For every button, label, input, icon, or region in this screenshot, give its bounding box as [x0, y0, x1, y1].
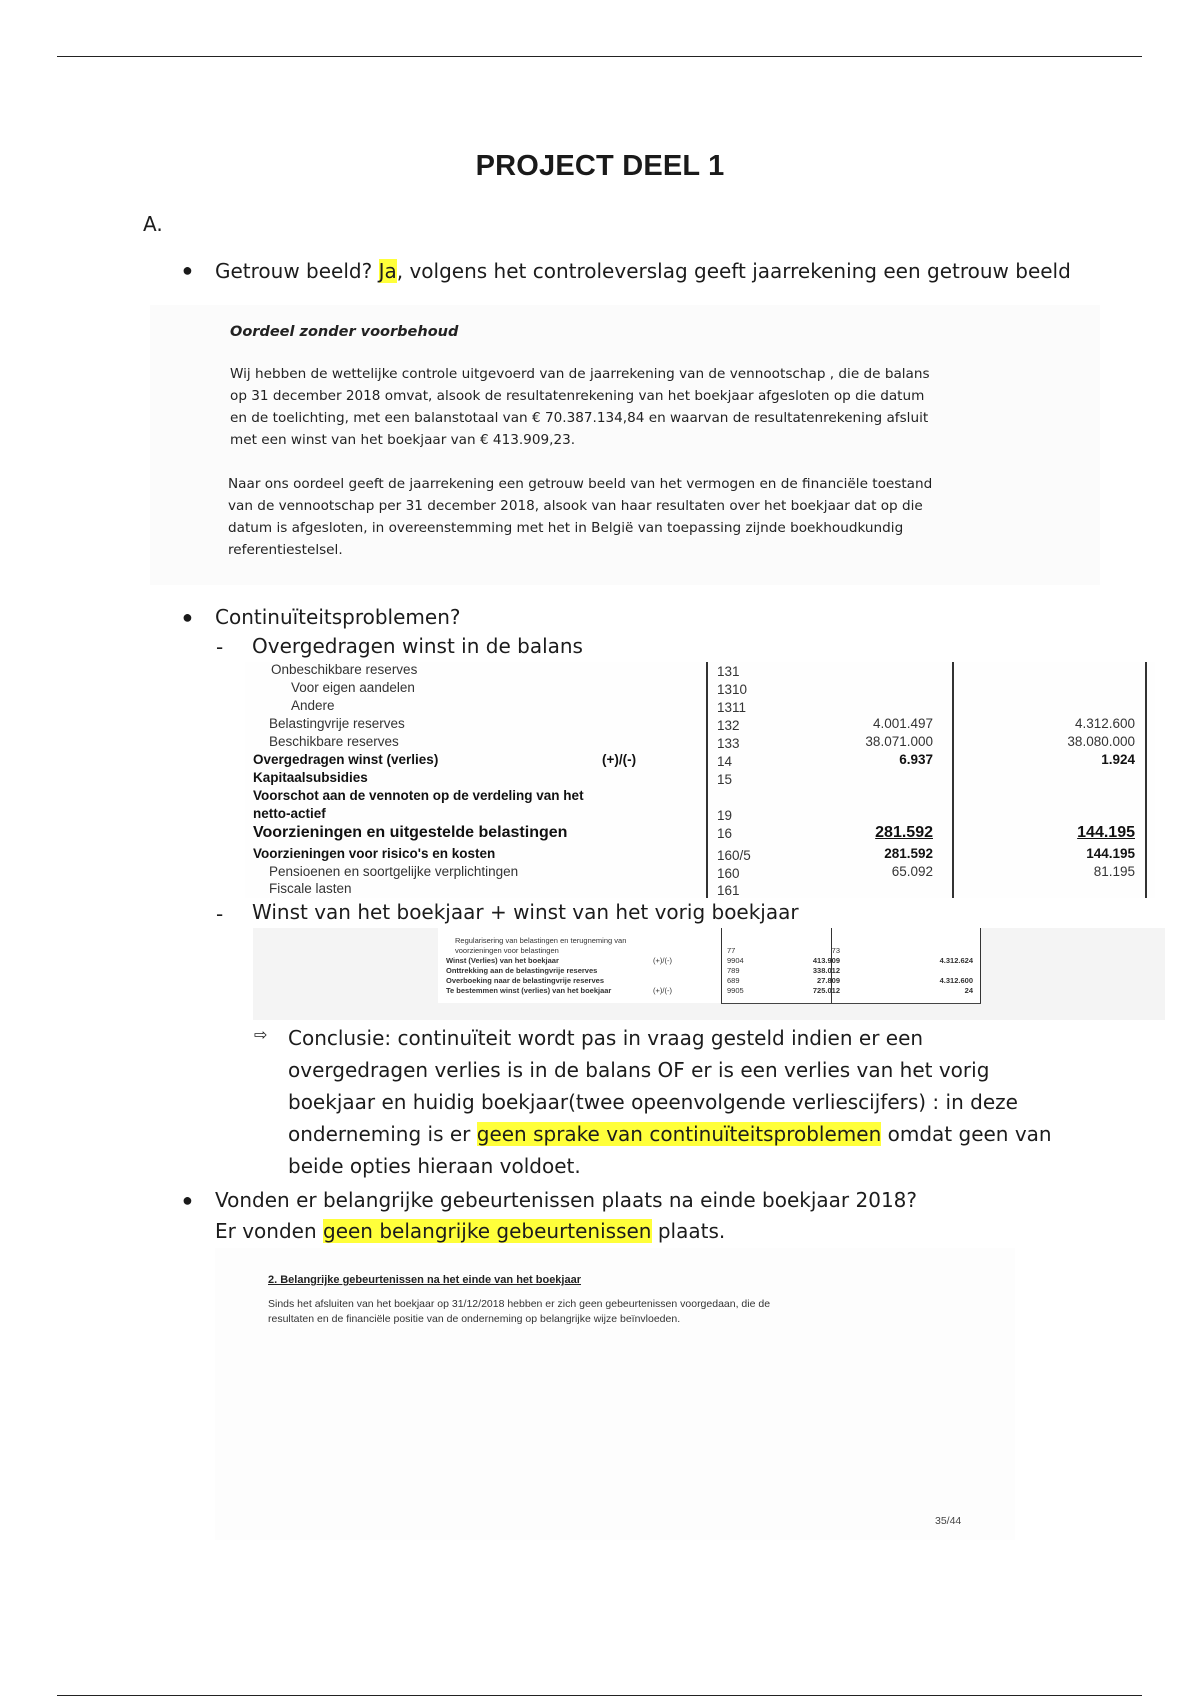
answer-pre: Er vonden [215, 1219, 323, 1243]
audit-p1-line2: op 31 december 2018 omvat, alsook de resultatenrekening van het boekjaar afgesloten op die datum [230, 388, 925, 404]
balance-row-value: 81.195 [1093, 864, 1135, 879]
balance-row-code: 133 [717, 736, 740, 751]
result-row-code: 77 [727, 946, 736, 955]
result-row-value: 4.312.624 [939, 956, 973, 965]
balance-row-value: 4.001.497 [872, 716, 933, 731]
table-bottom-rule [721, 1003, 981, 1004]
result-row-label: voorzieningen voor belastingen [455, 946, 559, 955]
result-row-sign: (+)/(-) [653, 986, 672, 995]
events-excerpt [215, 1248, 1015, 1540]
result-row-code: 9905 [727, 986, 744, 995]
balance-row-value: 38.071.000 [865, 734, 933, 749]
balance-row-value: 281.592 [884, 846, 933, 861]
balance-row-code: 16 [717, 826, 733, 841]
balance-row-label: Voorzieningen voor risico's en kosten [253, 846, 496, 861]
audit-p1-line4: met een winst van het boekjaar van € 413.909,23. [230, 432, 576, 448]
balance-row-label: Voor eigen aandelen [291, 680, 415, 695]
balance-row-label: Overgedragen winst (verlies) [253, 752, 439, 767]
section-label: A. [143, 212, 163, 236]
result-row-value: 27.809 [817, 976, 840, 985]
result-statement-excerpt [253, 928, 1165, 1020]
balance-sheet-excerpt [245, 662, 1155, 898]
bullet-gebeurtenissen-question: Vonden er belangrijke gebeurtenissen plaats na einde boekjaar 2018? [215, 1188, 918, 1212]
balance-row-code: 132 [717, 718, 740, 733]
balance-row-value: 1.924 [1101, 752, 1135, 767]
balance-row-code: 161 [717, 883, 740, 898]
result-row-code: 689 [727, 976, 740, 985]
balance-row-label: Fiscale lasten [269, 881, 352, 896]
conclusion-post: omdat geen van beide opties hieraan voldoet. [288, 1122, 1052, 1178]
audit-p2-line1: Naar ons oordeel geeft de jaarrekening een getrouw beeld van het vermogen en de financiële toestand [228, 476, 933, 492]
balance-row-label: Onbeschikbare reserves [271, 662, 418, 677]
balance-row-value: 144.195 [1077, 824, 1135, 841]
balance-row-label: netto-actief [253, 806, 326, 821]
result-row-value: 24 [964, 986, 973, 995]
result-row-value: 4.312.600 [939, 976, 973, 985]
bullet-getrouw-beeld [215, 259, 1071, 283]
table-divider [721, 928, 722, 1003]
result-row-code: 9904 [727, 956, 744, 965]
bullet-gebeurtenissen-answer [215, 1219, 725, 1243]
result-row-value: 725.012 [812, 986, 840, 995]
events-text-line2: resultaten en de financiële positie van de onderneming op belangrijke wijze beïnvloeden. [268, 1313, 681, 1325]
result-row-label: Overboeking naar de belastingvrije reserves [446, 976, 604, 985]
balance-row-value: 144.195 [1086, 846, 1135, 861]
audit-p2-line3: datum is afgesloten, in overeenstemming met het in België van toepassing zijnde boekhoudkundig [228, 520, 904, 536]
result-row-value: 73 [831, 946, 840, 955]
bullet1-highlight: Ja [378, 259, 397, 283]
result-row-label: Onttrekking aan de belastingvrije reserves [446, 966, 598, 975]
balance-row-value: 281.592 [875, 824, 933, 841]
balance-row-label: Belastingvrije reserves [269, 716, 405, 731]
bullet1-post: , volgens het controleverslag geeft jaarrekening een getrouw beeld [396, 259, 1071, 283]
balance-row-code: 1311 [717, 700, 747, 715]
result-row-sign: (+)/(-) [653, 956, 672, 965]
balance-row-label: Pensioenen en soortgelijke verplichtingen [269, 864, 519, 879]
dash-winst-boekjaar: Winst van het boekjaar + winst van het vorig boekjaar [252, 900, 799, 924]
audit-p2-line4: referentiestelsel. [228, 542, 343, 558]
bullet-dot: ● [182, 260, 193, 280]
table-divider [980, 928, 981, 1003]
header-rule [57, 56, 1142, 57]
dash-overgedragen-winst: Overgedragen winst in de balans [252, 634, 583, 658]
balance-row-value: 65.092 [891, 864, 933, 879]
dash-marker: - [216, 902, 224, 926]
conclusion-pre: Conclusie: continuïteit wordt pas in vraag gesteld indien er een overgedragen verlies is in de balans OF er is een verlies van het vorig boekjaar en huidig boekjaar(twee opeenvolgende verliescijfers) : in deze onderneming is er [288, 1026, 1018, 1146]
table-divider [706, 662, 708, 898]
balance-row-code: 160/5 [717, 848, 751, 863]
balance-row-value: 4.312.600 [1074, 716, 1135, 731]
audit-heading: Oordeel zonder voorbehoud [230, 324, 459, 340]
balance-row-code: 15 [717, 772, 733, 787]
balance-row-label: Beschikbare reserves [269, 734, 399, 749]
conclusion-highlight: geen sprake van continuïteitsproblemen [476, 1122, 882, 1146]
balance-row-code: 160 [717, 866, 740, 881]
balance-row-code: 1310 [717, 682, 748, 697]
balance-row-value: 38.080.000 [1067, 734, 1135, 749]
balance-row-label: Andere [291, 698, 335, 713]
events-text-line1: Sinds het afsluiten van het boekjaar op 31/12/2018 hebben er zich geen gebeurtenissen voorgedaan, die de [268, 1298, 771, 1310]
bullet-dot: ● [182, 1190, 193, 1210]
audit-p2-line2: van de vennootschap per 31 december 2018, alsook van haar resultaten over het boekjaar dat op die [228, 498, 923, 514]
result-row-label: Winst (Verlies) van het boekjaar [446, 956, 559, 965]
bullet-dot: ● [182, 607, 193, 627]
events-page-number: 35/44 [935, 1515, 962, 1527]
balance-row-label: Voorzieningen en uitgestelde belastingen [253, 824, 568, 841]
result-row-value: 413.909 [812, 956, 840, 965]
result-row-code: 789 [727, 966, 740, 975]
events-heading: 2. Belangrijke gebeurtenissen na het einde van het boekjaar [268, 1274, 581, 1286]
balance-row-sign: (+)/(-) [602, 752, 637, 767]
bullet-continuiteit: Continuïteitsproblemen? [215, 605, 461, 629]
answer-highlight: geen belangrijke gebeurtenissen [323, 1219, 652, 1243]
balance-row-code: 19 [717, 808, 733, 823]
page-title: PROJECT DEEL 1 [475, 150, 725, 182]
balance-row-label: Kapitaalsubsidies [253, 770, 368, 785]
table-divider [1145, 662, 1147, 898]
table-divider [952, 662, 954, 898]
balance-row-code: 14 [717, 754, 733, 769]
result-row-label: Regularisering van belastingen en terugneming van [455, 936, 627, 945]
audit-p1-line3: en de toelichting, met een balanstotaal van € 70.387.134,84 en waarvan de resultatenrekening afsluit [230, 410, 929, 426]
dash-marker: - [216, 635, 224, 659]
footer-rule [57, 1695, 1142, 1696]
audit-p1-line1: Wij hebben de wettelijke controle uitgevoerd van de jaarrekening van de vennootschap , die de balans [230, 366, 930, 382]
answer-post: plaats. [651, 1219, 726, 1243]
audit-opinion-excerpt [150, 305, 1100, 585]
balance-row-label: Voorschot aan de vennoten op de verdeling van het [253, 788, 584, 803]
balance-row-value: 6.937 [899, 752, 933, 767]
result-row-label: Te bestemmen winst (verlies) van het boekjaar [446, 986, 612, 995]
balance-row-code: 131 [717, 664, 740, 679]
conclusion-paragraph [288, 1022, 1068, 1182]
arrow-icon: ⇨ [254, 1025, 268, 1044]
bullet1-pre: Getrouw beeld? [215, 259, 379, 283]
result-row-value: 338.012 [812, 966, 840, 975]
